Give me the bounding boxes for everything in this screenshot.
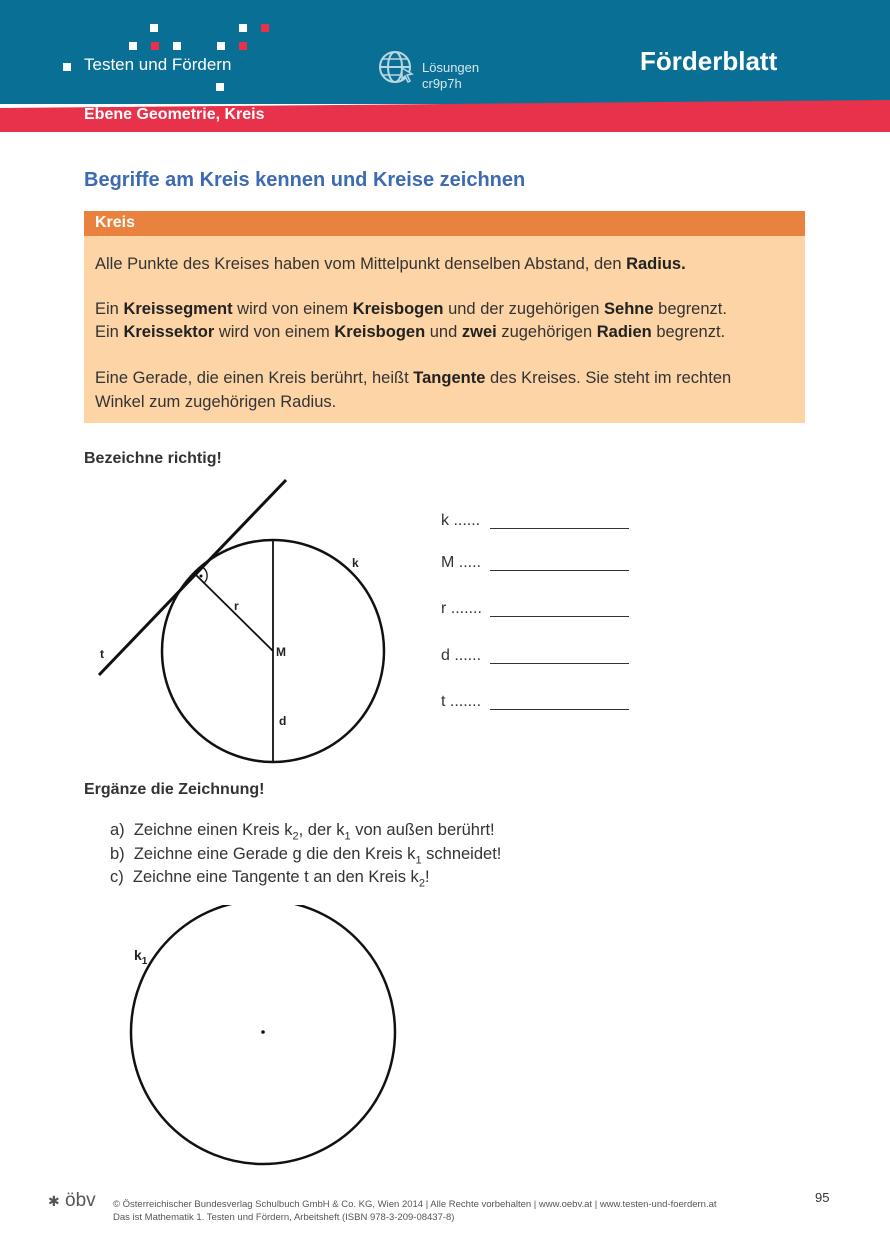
task-c: c) Zeichne eine Tangente t an den Kreis $k_2$! (110, 868, 430, 890)
answer-label-M: M ..... (441, 554, 481, 571)
footer-copyright: © Österreichischer Bundesverlag Schulbuch GmbH & Co. KG, Wien 2014 | Alle Rechte vorbehalten | www.oebv.at | www.testen-und-foerdern.at (113, 1199, 717, 1210)
brand-name: Testen und Fördern (84, 55, 232, 74)
brand-bullet (216, 83, 224, 91)
publisher-logo[interactable]: ✱ öbv (48, 1190, 96, 1211)
info-box-header (84, 211, 805, 236)
info-line-sector: Ein Kreissektor wird von einem Kreisbogen und zwei zugehörigen Radien begrenzt. (95, 323, 726, 341)
topic-title: Ebene Geometrie, Kreis (84, 106, 265, 123)
answer-field-M[interactable] (490, 570, 629, 571)
task-a: a) Zeichne einen Kreis $k_2$, der $k_1$ von außen berührt! (110, 821, 495, 843)
info-line-tangent-2: Winkel zum zugehörigen Radius. (95, 393, 337, 411)
circle-terms-figure (90, 475, 400, 770)
solutions-label[interactable]: Lösungen (422, 60, 480, 75)
answer-field-k[interactable] (490, 528, 629, 529)
label-t: t (100, 647, 104, 661)
globe-icon[interactable] (378, 50, 416, 88)
answer-label-k: k ...... (441, 512, 481, 529)
info-line-segment: Ein Kreissegment wird von einem Kreisbogen und der zugehörigen Sehne begrenzt. (95, 300, 727, 318)
task-b: b) Zeichne eine Gerade g die den Kreis $k_1$ schneidet! (110, 845, 502, 867)
label-k1: $k_1$ (134, 947, 148, 967)
circle-k1 (131, 905, 395, 1164)
info-line-tangent: Eine Gerade, die einen Kreis berührt, heißt Tangente des Kreises. Sie steht im rechten (95, 369, 732, 387)
brand-bullet (63, 63, 71, 71)
label-k: k (352, 556, 359, 570)
answer-field-d[interactable] (490, 663, 629, 664)
right-angle-dot (200, 575, 203, 578)
label-d: d (279, 714, 287, 728)
answer-label-t: t ....... (441, 693, 482, 710)
answer-label-d: d ...... (441, 647, 482, 664)
center-point (261, 1030, 265, 1034)
answer-label-r: r ....... (441, 600, 482, 617)
label-r: r (234, 599, 239, 613)
tangent-line (99, 480, 286, 675)
solutions-code[interactable]: cr9p7h (422, 76, 462, 91)
answer-field-r[interactable] (490, 616, 629, 617)
drawing-area-figure[interactable] (120, 905, 410, 1170)
footer-isbn: Das ist Mathematik 1. Testen und Fördern, Arbeitsheft (ISBN 978-3-209-08437-8) (113, 1212, 455, 1223)
info-line-radius: Alle Punkte des Kreises haben vom Mittelpunkt denselben Abstand, den Radius. (95, 255, 686, 273)
exercise2-prompt: Ergänze die Zeichnung! (84, 781, 265, 798)
answer-field-t[interactable] (490, 709, 629, 710)
sheet-title: Förderblatt (640, 46, 778, 76)
page-heading: Begriffe am Kreis kennen und Kreise zeichnen (84, 169, 526, 191)
page-number: 95 (815, 1190, 830, 1205)
label-M: M (276, 645, 286, 659)
info-box-title: Kreis (95, 214, 136, 231)
exercise1-prompt: Bezeichne richtig! (84, 450, 222, 467)
